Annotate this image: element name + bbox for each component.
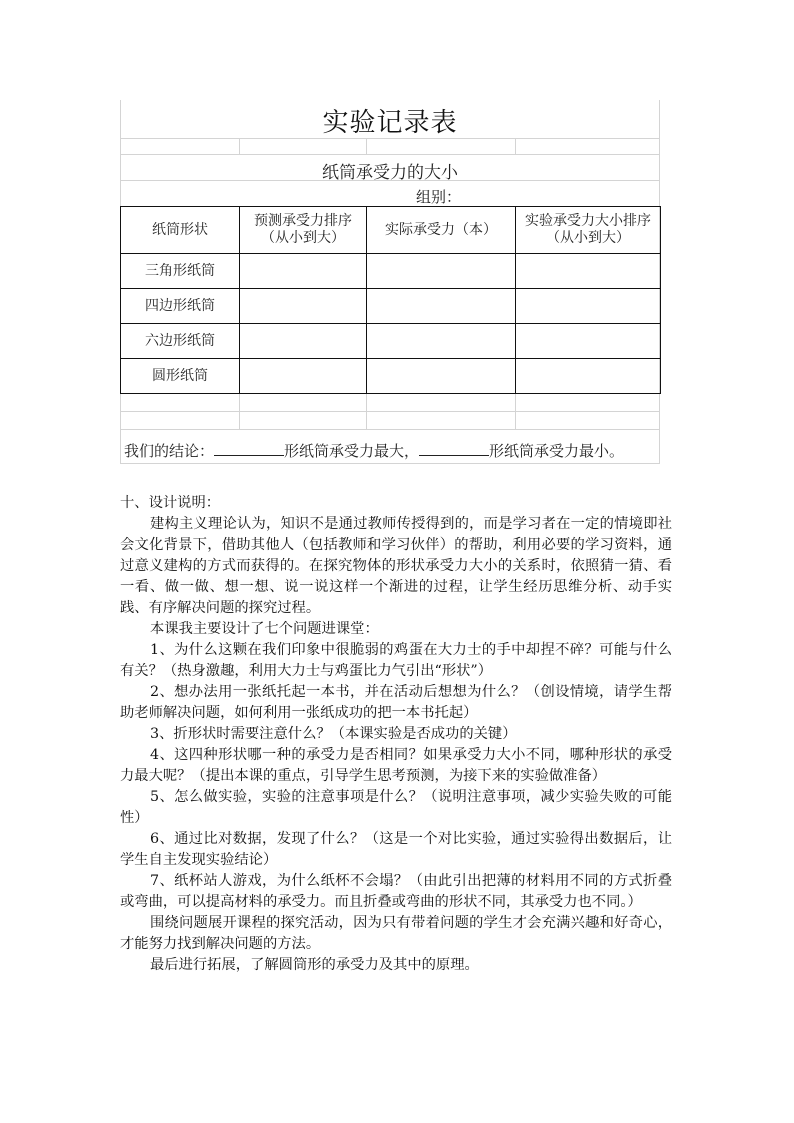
table-row xyxy=(121,359,661,394)
grid-line xyxy=(515,138,516,154)
row-label: 四边形纸筒 xyxy=(121,289,240,324)
question-item: 5、怎么做实验，实验的注意事项是什么？（说明注意事项，减少实验失败的可能性） xyxy=(120,789,672,826)
blank-cell xyxy=(516,254,661,289)
table-row xyxy=(121,254,661,289)
conclusion-mid: 形纸筒承受力最大， xyxy=(284,442,420,460)
grid-line xyxy=(239,394,240,430)
grid-line xyxy=(366,138,367,154)
table-row xyxy=(121,324,661,359)
answer-blank-largest xyxy=(214,441,284,456)
header-experiment-order: 实验承受力大小排序 （从小到大） xyxy=(516,207,661,254)
record-subtitle: 纸筒承受力的大小 xyxy=(322,163,458,183)
blank-cell xyxy=(240,254,367,289)
grid-line xyxy=(366,394,367,430)
conclusion-prefix: 我们的结论： xyxy=(124,442,215,460)
header-shape: 纸筒形状 xyxy=(121,207,240,254)
blank-cell xyxy=(367,359,516,394)
question-item: 1、为什么这颗在我们印象中很脆弱的鸡蛋在大力士的手中却捏不碎？可能与什么有关？（热身激趣，利用大力士与鸡蛋比力气引出“形状”） xyxy=(120,642,672,679)
table-row xyxy=(121,289,661,324)
group-label: 组别： xyxy=(416,188,462,206)
record-title: 实验记录表 xyxy=(322,108,458,138)
conclusion-suffix: 形纸筒承受力最小。 xyxy=(489,442,625,460)
paragraph: 围绕问题展开课程的探究活动，因为只有带着问题的学生才会充满兴趣和好奇心，才能努力找到解决问题的方法。 xyxy=(120,915,672,952)
row-label: 六边形纸筒 xyxy=(121,324,240,359)
table-header-row xyxy=(121,207,661,254)
grid-line xyxy=(120,463,660,464)
blank-cell xyxy=(367,289,516,324)
question-item: 3、折形状时需要注意什么？（本课实验是否成功的关键） xyxy=(150,726,517,742)
row-label: 圆形纸筒 xyxy=(121,359,240,394)
answer-blank-smallest xyxy=(419,441,489,456)
row-label: 三角形纸筒 xyxy=(121,254,240,289)
blank-cell xyxy=(516,289,661,324)
record-table xyxy=(120,206,661,394)
question-item: 7、纸杯站人游戏，为什么纸杯不会塌？（由此引出把薄的材料用不同的方式折叠或弯曲，可以提高材料的承受力。而且折叠或弯曲的形状不同，其承受力也不同。） xyxy=(120,873,672,910)
grid-line xyxy=(239,138,240,154)
question-item: 6、通过比对数据，发现了什么？（这是一个对比实验，通过实验得出数据后，让学生自主发现实验结论） xyxy=(120,831,672,868)
blank-cell xyxy=(367,254,516,289)
grid-line xyxy=(120,154,660,155)
blank-cell xyxy=(367,324,516,359)
header-actual: 实际承受力（本） xyxy=(367,207,516,254)
paragraph: 最后进行拓展，了解圆筒形的承受力及其中的原理。 xyxy=(150,957,479,973)
question-item: 4、这四种形状哪一种的承受力是否相同？如果承受力大小不同，哪种形状的承受力最大呢？（提出本课的重点，引导学生思考预测，为接下来的实验做准备） xyxy=(120,747,672,784)
grid-line xyxy=(120,411,660,412)
blank-cell xyxy=(516,359,661,394)
blank-cell xyxy=(240,359,367,394)
blank-cell xyxy=(240,289,367,324)
grid-line xyxy=(120,429,660,430)
grid-line xyxy=(515,394,516,430)
header-predicted: 预测承受力排序 （从小到大） xyxy=(240,207,367,254)
blank-cell xyxy=(516,324,661,359)
paragraph: 建构主义理论认为，知识不是通过教师传授得到的，而是学习者在一定的情境即社会文化背景下，借助其他人（包括教师和学习伙伴）的帮助，利用必要的学习资料，通过意义建构的方式而获得的。在探究物体的形状承受力大小的关系时，依照猜一猜、看一看、做一做、想一想、说一说这样一个渐进的过程，让学生经历思维分析、动手实践、有序解决问题的探究过程。 xyxy=(120,516,672,616)
blank-cell xyxy=(240,324,367,359)
question-item: 2、想办法用一张纸托起一本书，并在活动后想想为什么？（创设情境，请学生帮助老师解决问题，如何利用一张纸成功的把一本书托起） xyxy=(120,684,672,721)
paragraph: 本课我主要设计了七个问题进课堂： xyxy=(150,621,379,637)
design-section xyxy=(120,493,672,976)
section-heading: 十、设计说明： xyxy=(120,495,221,511)
conclusion-line xyxy=(124,440,624,461)
